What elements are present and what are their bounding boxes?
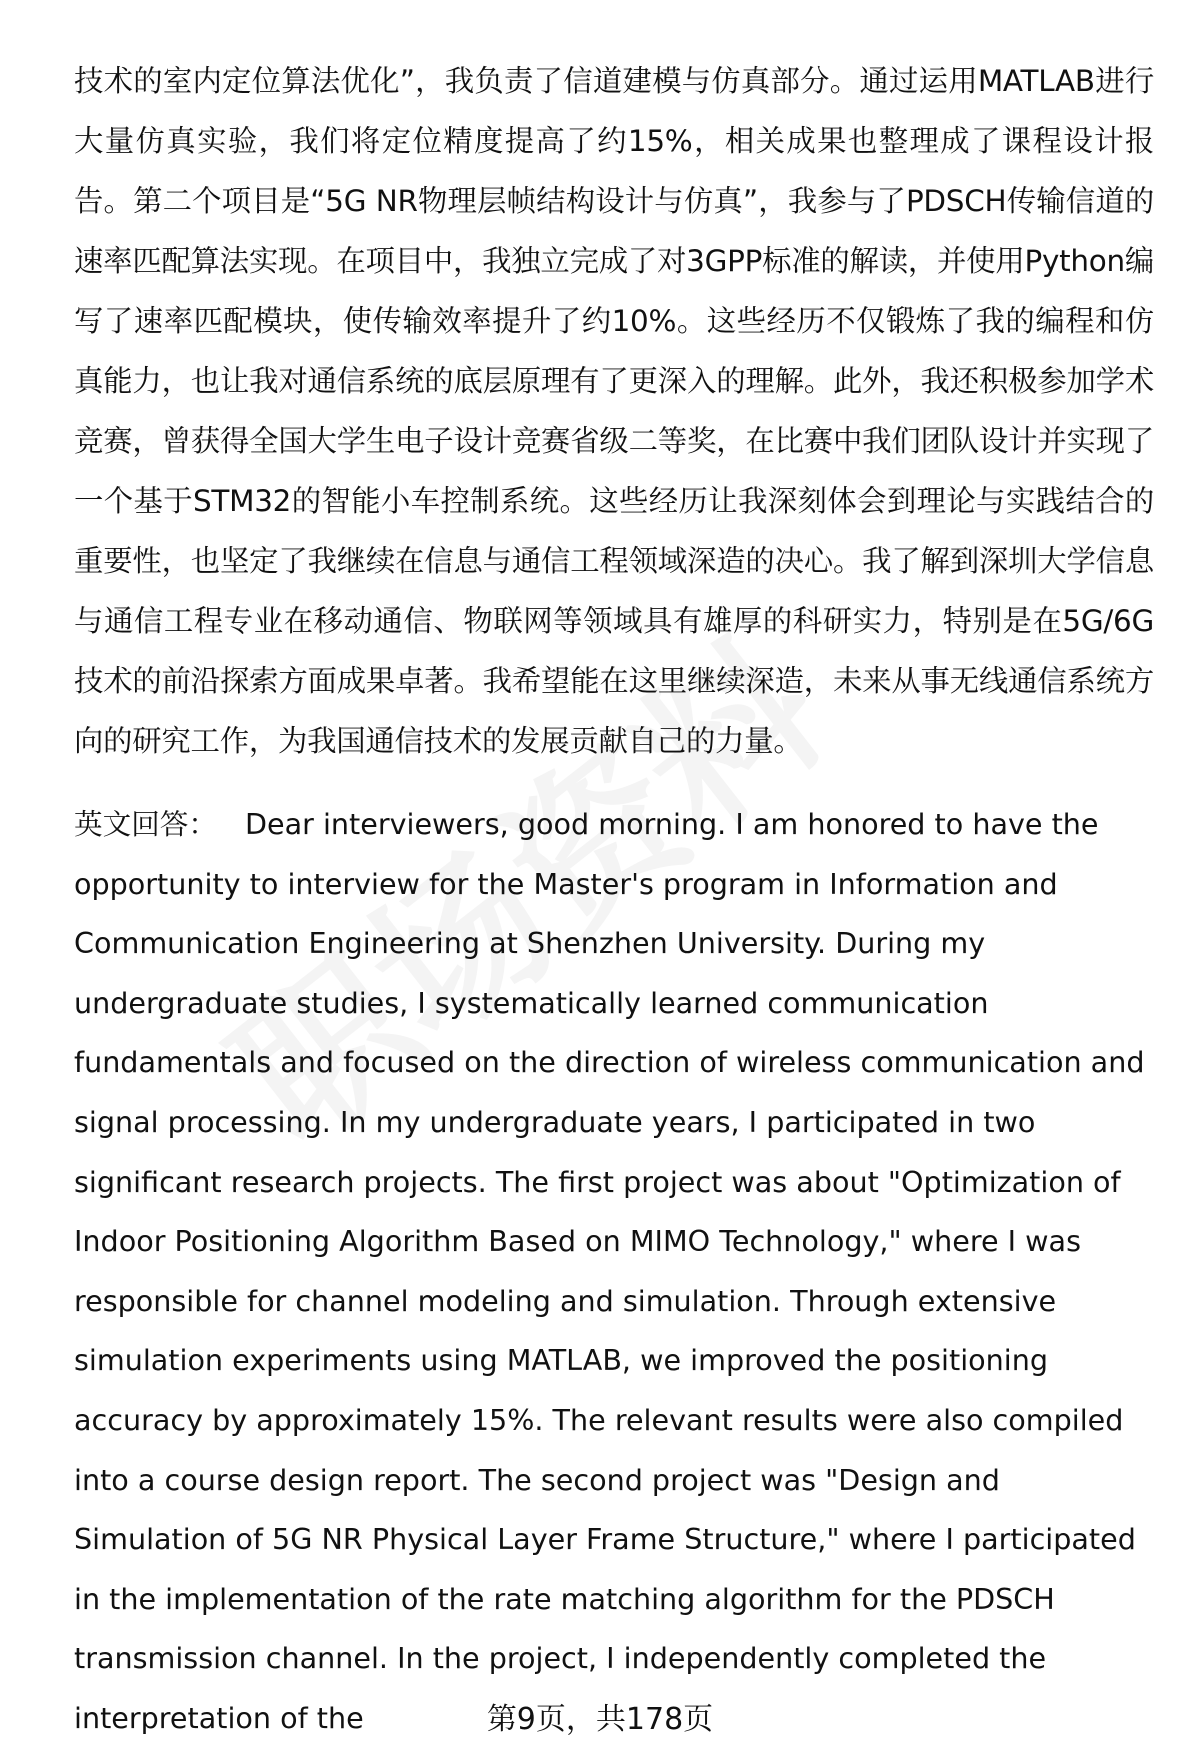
english-answer-block: [74, 795, 1154, 1749]
english-answer-paragraph: Dear interviewers, good morning. I am honored to have the opportunity to interview for the Master's program in Information and Communication Engineering at Shenzhen University. During my undergraduate studies, I systematically learned communication fundamentals and focused on the direction of wireless communication and signal processing. In my undergraduate years, I participated in two significant research projects. The first project was about "Optimization of Indoor Positioning Algorithm Based on MIMO Technology," where I was responsible for channel modeling and simulation. Through extensive simulation experiments using MATLAB, we improved the positioning accuracy by approximately 15%. The relevant results were also compiled into a course design report. The second project was "Design and Simulation of 5G NR Physical Layer Frame Structure," where I participated in the implementation of the rate matching algorithm for the PDSCH transmission channel. In the project, I independently completed the interpretation of the: [74, 807, 1145, 1735]
chinese-answer-paragraph: 技术的室内定位算法优化”，我负责了信道建模与仿真部分。通过运用MATLAB进行大量仿真实验，我们将定位精度提高了约15%，相关成果也整理成了课程设计报告。第二个项目是“5G NR物理层帧结构设计与仿真”，我参与了PDSCH传输信道的速率匹配算法实现。在项目中，我独立完成了对3GPP标准的解读，并使用Python编写了速率匹配模块，使传输效率提升了约10%。这些经历不仅锻炼了我的编程和仿真能力，也让我对通信系统的底层原理有了更深入的理解。此外，我还积极参加学术竞赛，曾获得全国大学生电子设计竞赛省级二等奖，在比赛中我们团队设计并实现了一个基于STM32的智能小车控制系统。这些经历让我深刻体会到理论与实践结合的重要性，也坚定了我继续在信息与通信工程领域深造的决心。我了解到深圳大学信息与通信工程专业在移动通信、物联网等领域具有雄厚的科研实力，特别是在5G/6G技术的前沿探索方面成果卓著。我希望能在这里继续深造，未来从事无线通信系统方向的研究工作，为我国通信技术的发展贡献自己的力量。: [74, 64, 1154, 758]
english-answer-label: 英文回答：: [74, 807, 217, 841]
page-number-footer: 第9页，共178页: [486, 1702, 714, 1737]
